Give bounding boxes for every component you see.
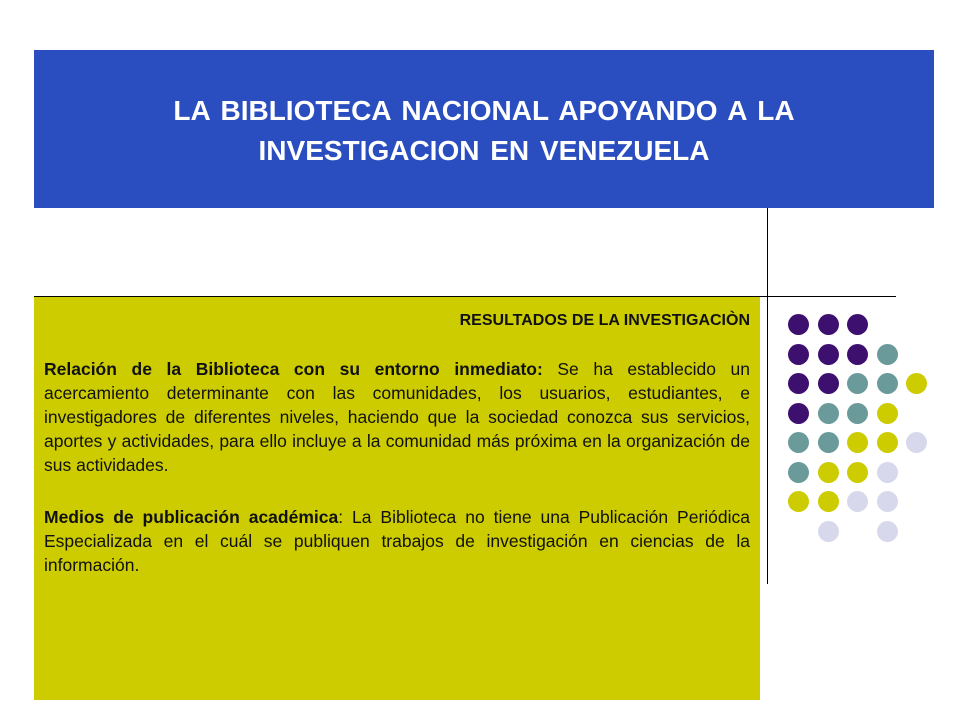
dot-yellow [818,462,839,483]
dot-purple [847,344,868,365]
dot-purple [818,344,839,365]
paragraph-body: : La Biblioteca no tiene una Publicación Periódica Especializada en el cuál se publiquen trabajos de investigación en ciencias de la información. [44,507,750,575]
dot-lavender [906,432,927,453]
dot-yellow [788,491,809,512]
dot-purple [818,373,839,394]
dot-teal [818,432,839,453]
slide-title: LA BIBLIOTECA NACIONAL APOYANDO A LA INVESTIGACION EN VENEZUELA [173,95,795,166]
dot-teal [788,462,809,483]
paragraph-publicacion [44,505,750,577]
title-banner [34,50,934,208]
content-panel [34,297,760,700]
dot-yellow [847,432,868,453]
paragraph-entorno [44,357,750,477]
dot-lavender [818,521,839,542]
dot-yellow [906,373,927,394]
dot-lavender [877,491,898,512]
dot-lavender [847,491,868,512]
section-heading: RESULTADOS DE LA INVESTIGACIÒN [459,312,750,329]
dot-lavender [877,521,898,542]
paragraph-lead: Relación de la Biblioteca con su entorno inmediato: [44,359,543,379]
dot-purple [847,314,868,335]
dot-teal [877,344,898,365]
dot-yellow [847,462,868,483]
dot-teal [877,373,898,394]
paragraph-lead: Medios de publicación académica [44,507,339,527]
dot-yellow [818,491,839,512]
dot-purple [788,344,809,365]
dot-purple [788,373,809,394]
dot-teal [788,432,809,453]
paragraph-body: Se ha establecido un acercamiento determinante con las comunidades, los usuarios, estudiantes, e investigadores de diferentes niveles, haciendo que la sociedad conozca sus servicios, aportes y actividades, para ello incluye a la comunidad más próxima en la organización de sus actividades. [44,359,750,475]
dot-purple [818,314,839,335]
dot-purple [788,403,809,424]
dot-teal [818,403,839,424]
vertical-divider [767,208,768,584]
dot-teal [847,373,868,394]
dot-yellow [877,432,898,453]
dot-purple [788,314,809,335]
dot-teal [847,403,868,424]
dot-lavender [877,462,898,483]
dot-yellow [877,403,898,424]
